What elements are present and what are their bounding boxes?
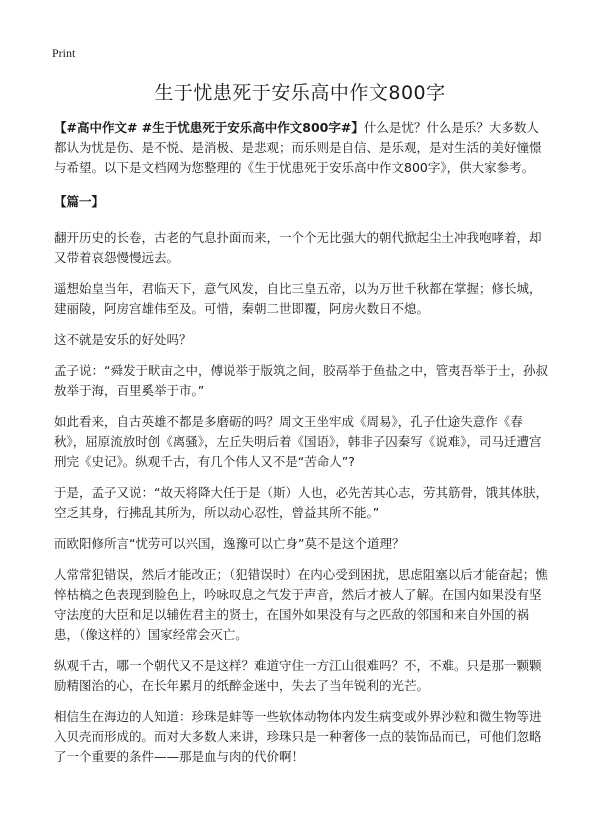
intro-tag: 【#高中作文# #生于忧患死于安乐高中作文800字#】 [54,120,364,135]
print-link[interactable]: Print [52,46,76,60]
intro-text: 什么是忧？什么是乐？大多数人都认为忧是伤、是不悦、是消极、是悲观；而乐则是自信、是乐观，是对生活的美好憧憬与希望。以下是文档网为您整理的《生于忧患死于安乐高中作文800字》，供大家参考。 [54,120,542,175]
article-body [54,118,550,778]
page-title: 生于忧患死于安乐高中作文800字 [154,82,446,104]
paragraph: 孟子说：“舜发于畎亩之中，傅说举于版筑之间，胶鬲举于鱼盐之中，管夷吾举于士，孙叔敖举于海，百里奚举于市。” [54,363,548,398]
paragraph: 如此看来，自古英雄不都是多磨砺的吗？周文王坐牢成《周易》，孔子仕途失意作《春秋》，屈原流放时创《离骚》，左丘失明后着《国语》，韩非子囚秦写《说难》，司马迁遭宫刑完《史记》。纵观千古，有几个伟人又不是“苦命人”? [54,414,542,469]
paragraph: 相信生在海边的人知道：珍珠是蚌等一些软体动物体内发生病变或外界沙粒和微生物等进入贝壳而形成的。而对大多数人来讲，珍珠只是一种奢侈一点的装饰品而已，可他们忽略了一个重要的条件——那是血与肉的代价啊！ [54,709,542,764]
paragraph: 翻开历史的长卷，古老的气息扑面而来，一个个无比强大的朝代掀起尘土冲我咆哮着，却又带着哀怨慢慢远去。 [54,230,542,265]
paragraph: 遥想始皇当年，君临天下，意气风发，自比三皇五帝，以为万世千秋都在掌握；修长城，建丽陵，阿房宫雄伟至及。可惜，秦朝二世即覆，阿房火数日不熄。 [54,281,542,316]
paragraph: 于是，孟子又说：“故天将降大任于是（斯）人也，必先苦其心志，劳其筋骨，饿其体肤，空乏其身，行拂乱其所为，所以动心忍性，曾益其所不能。” [54,485,548,520]
paragraph: 人常常犯错误，然后才能改正；（犯错误时）在内心受到困扰，思虑阻塞以后才能奋起；憔悴枯槁之色表现到脸色上，吟咏叹息之气发于声音，然后才被人了解。在国内如果没有坚守法度的大臣和足以辅佐君主的贤士，在国外如果没有与之匹敌的邻国和来自外国的祸患，（像这样的）国家经常会灭亡。 [54,567,548,642]
paragraph: 而欧阳修所言“忧劳可以兴国，逸豫可以亡身”莫不是这个道理？ [54,536,405,551]
section-heading: 【篇一】 [54,194,105,209]
intro-paragraph [54,118,550,178]
paragraph: 纵观千古，哪一个朝代又不是这样？难道守住一方江山很难吗？不，不难。只是那一颗颗励精图治的心，在长年累月的纸醉金迷中，失去了当年锐利的光芒。 [54,658,542,693]
paragraph: 这不就是安乐的好处吗？ [54,332,192,347]
